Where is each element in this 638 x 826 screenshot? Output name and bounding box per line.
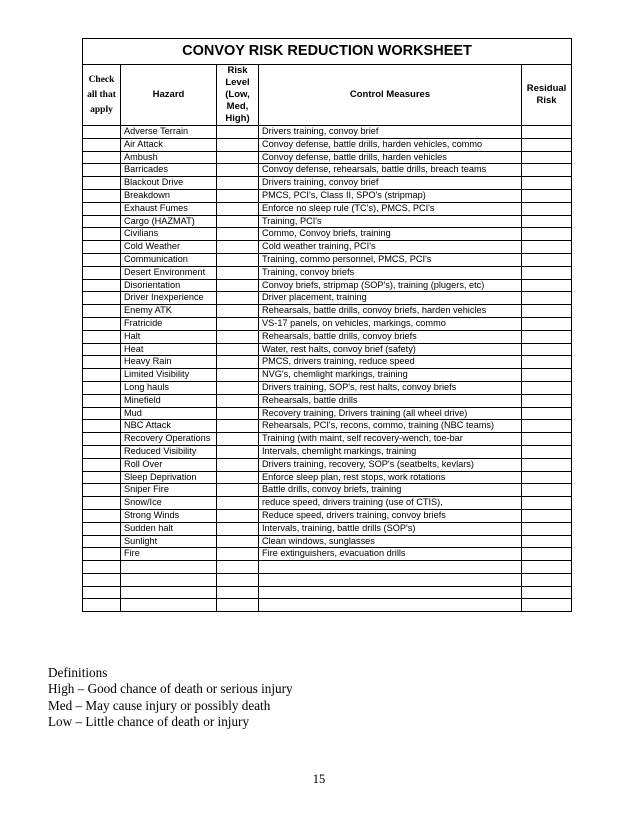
header-check: Check all that apply — [83, 65, 121, 126]
residual-risk-cell[interactable] — [522, 573, 572, 586]
control-measures-cell: PMCS, drivers training, reduce speed — [259, 356, 522, 369]
risk-level-cell[interactable] — [217, 253, 259, 266]
risk-level-cell[interactable] — [217, 509, 259, 522]
check-cell[interactable] — [83, 407, 121, 420]
table-row — [83, 394, 572, 407]
risk-level-cell[interactable] — [217, 202, 259, 215]
control-measures-cell — [259, 599, 522, 612]
table-row — [83, 407, 572, 420]
check-cell[interactable] — [83, 458, 121, 471]
control-measures-cell: PMCS, PCI's, Class II, SPO's (stripmap) — [259, 189, 522, 202]
check-cell[interactable] — [83, 497, 121, 510]
check-cell[interactable] — [83, 548, 121, 561]
control-measures-cell: Training (with maint, self recovery-wench, toe-bar — [259, 433, 522, 446]
control-measures-cell — [259, 586, 522, 599]
control-measures-cell: Drivers training, SOP's, rest halts, convoy briefs — [259, 381, 522, 394]
residual-risk-cell[interactable] — [522, 484, 572, 497]
check-cell[interactable] — [83, 215, 121, 228]
definition-low: Low – Little chance of death or injury — [48, 713, 250, 729]
hazard-cell: Halt — [121, 330, 217, 343]
check-cell[interactable] — [83, 343, 121, 356]
control-measures-cell: Convoy briefs, stripmap (SOP's), training (plugers, etc) — [259, 279, 522, 292]
table-row — [83, 138, 572, 151]
table-row — [83, 202, 572, 215]
risk-level-cell[interactable] — [217, 484, 259, 497]
control-measures-cell: Intervals, chemlight markings, training — [259, 445, 522, 458]
risk-worksheet-table — [82, 38, 572, 612]
hazard-cell: Heavy Rain — [121, 356, 217, 369]
hazard-cell: Sunlight — [121, 535, 217, 548]
hazard-cell: Strong Winds — [121, 509, 217, 522]
header-row — [83, 65, 572, 126]
hazard-cell: Long hauls — [121, 381, 217, 394]
check-cell[interactable] — [83, 317, 121, 330]
definitions-heading: Definitions — [48, 665, 108, 680]
risk-level-cell[interactable] — [217, 407, 259, 420]
table-row — [83, 228, 572, 241]
control-measures-cell — [259, 573, 522, 586]
control-measures-cell: Reduce speed, drivers training, convoy briefs — [259, 509, 522, 522]
risk-level-cell[interactable] — [217, 369, 259, 382]
table-row — [83, 599, 572, 612]
definition-med: Med – May cause injury or possibly death — [48, 697, 271, 713]
page-number: 15 — [312, 772, 326, 786]
table-row — [83, 292, 572, 305]
hazard-cell: Breakdown — [121, 189, 217, 202]
table-row — [83, 164, 572, 177]
control-measures-cell: Training, PCI's — [259, 215, 522, 228]
risk-level-cell[interactable] — [217, 420, 259, 433]
residual-risk-cell[interactable] — [522, 599, 572, 612]
hazard-cell: Disorientation — [121, 279, 217, 292]
hazard-cell: Fratricide — [121, 317, 217, 330]
table-row — [83, 266, 572, 279]
hazard-cell — [121, 573, 217, 586]
check-cell[interactable] — [83, 164, 121, 177]
residual-risk-cell[interactable] — [522, 189, 572, 202]
residual-risk-cell[interactable] — [522, 394, 572, 407]
hazard-cell: Communication — [121, 253, 217, 266]
control-measures-cell: Drivers training, convoy brief — [259, 126, 522, 139]
table-row — [83, 471, 572, 484]
table-row — [83, 561, 572, 574]
table-row — [83, 458, 572, 471]
control-measures-cell: Training, commo personnel, PMCS, PCI's — [259, 253, 522, 266]
check-cell[interactable] — [83, 535, 121, 548]
check-cell[interactable] — [83, 573, 121, 586]
table-row — [83, 279, 572, 292]
residual-risk-cell[interactable] — [522, 343, 572, 356]
control-measures-cell: Convoy defense, battle drills, harden vehicles, commo — [259, 138, 522, 151]
risk-level-cell[interactable] — [217, 189, 259, 202]
control-measures-cell: Rehearsals, battle drills, convoy briefs — [259, 330, 522, 343]
table-row — [83, 535, 572, 548]
table-row — [83, 305, 572, 318]
worksheet-title: CONVOY RISK REDUCTION WORKSHEET — [83, 39, 572, 65]
check-cell[interactable] — [83, 189, 121, 202]
table-row — [83, 522, 572, 535]
residual-risk-cell[interactable] — [522, 305, 572, 318]
residual-risk-cell[interactable] — [522, 535, 572, 548]
residual-risk-cell[interactable] — [522, 561, 572, 574]
control-measures-cell: Rehearsals, battle drills, convoy briefs, harden vehicles — [259, 305, 522, 318]
table-row — [83, 369, 572, 382]
control-measures-cell — [259, 561, 522, 574]
control-measures-cell: Convoy defense, rehearsals, battle drills, breach teams — [259, 164, 522, 177]
control-measures-cell: Enforce no sleep rule (TC's), PMCS, PCI's — [259, 202, 522, 215]
table-row — [83, 484, 572, 497]
table-row — [83, 151, 572, 164]
check-cell[interactable] — [83, 202, 121, 215]
check-cell[interactable] — [83, 266, 121, 279]
residual-risk-cell[interactable] — [522, 445, 572, 458]
hazard-cell: Minefield — [121, 394, 217, 407]
table-row — [83, 586, 572, 599]
definitions-section — [48, 665, 293, 730]
check-cell[interactable] — [83, 138, 121, 151]
hazard-cell: Exhaust Fumes — [121, 202, 217, 215]
hazard-cell: Ambush — [121, 151, 217, 164]
control-measures-cell: Drivers training, convoy brief — [259, 177, 522, 190]
check-cell[interactable] — [83, 241, 121, 254]
residual-risk-cell[interactable] — [522, 522, 572, 535]
table-row — [83, 433, 572, 446]
residual-risk-cell[interactable] — [522, 279, 572, 292]
control-measures-cell: Drivers training, recovery, SOP's (seatbelts, kevlars) — [259, 458, 522, 471]
risk-level-cell[interactable] — [217, 356, 259, 369]
control-measures-cell: Rehearsals, battle drills — [259, 394, 522, 407]
residual-risk-cell[interactable] — [522, 177, 572, 190]
residual-risk-cell[interactable] — [522, 215, 572, 228]
table-row — [83, 497, 572, 510]
hazard-cell: Enemy ATK — [121, 305, 217, 318]
header-residual-risk: Residual Risk — [522, 65, 572, 126]
residual-risk-cell[interactable] — [522, 497, 572, 510]
table-row — [83, 241, 572, 254]
risk-level-cell[interactable] — [217, 126, 259, 139]
hazard-cell — [121, 586, 217, 599]
risk-level-cell[interactable] — [217, 215, 259, 228]
check-cell[interactable] — [83, 445, 121, 458]
risk-level-cell[interactable] — [217, 535, 259, 548]
hazard-cell: Sniper Fire — [121, 484, 217, 497]
residual-risk-cell[interactable] — [522, 138, 572, 151]
table-row — [83, 343, 572, 356]
risk-level-cell[interactable] — [217, 548, 259, 561]
table-row — [83, 215, 572, 228]
check-cell[interactable] — [83, 420, 121, 433]
residual-risk-cell[interactable] — [522, 253, 572, 266]
check-cell[interactable] — [83, 433, 121, 446]
residual-risk-cell[interactable] — [522, 369, 572, 382]
header-control-measures: Control Measures — [259, 65, 522, 126]
hazard-cell: Reduced Visibility — [121, 445, 217, 458]
hazard-cell: Sleep Deprivation — [121, 471, 217, 484]
hazard-cell: Roll Over — [121, 458, 217, 471]
risk-level-cell[interactable] — [217, 138, 259, 151]
hazard-cell: Civilians — [121, 228, 217, 241]
hazard-cell: NBC Attack — [121, 420, 217, 433]
residual-risk-cell[interactable] — [522, 164, 572, 177]
check-cell[interactable] — [83, 253, 121, 266]
hazard-cell — [121, 561, 217, 574]
risk-level-cell[interactable] — [217, 292, 259, 305]
risk-level-cell[interactable] — [217, 266, 259, 279]
check-cell[interactable] — [83, 471, 121, 484]
residual-risk-cell[interactable] — [522, 458, 572, 471]
table-row — [83, 381, 572, 394]
residual-risk-cell[interactable] — [522, 228, 572, 241]
table-row — [83, 330, 572, 343]
table-row — [83, 126, 572, 139]
control-measures-cell: Intervals, training, battle drills (SOP's) — [259, 522, 522, 535]
hazard-cell: Cargo (HAZMAT) — [121, 215, 217, 228]
residual-risk-cell[interactable] — [522, 266, 572, 279]
control-measures-cell: Convoy defense, battle drills, harden vehicles — [259, 151, 522, 164]
residual-risk-cell[interactable] — [522, 407, 572, 420]
table-row — [83, 253, 572, 266]
residual-risk-cell[interactable] — [522, 433, 572, 446]
check-cell[interactable] — [83, 509, 121, 522]
control-measures-cell: Driver placement, training — [259, 292, 522, 305]
control-measures-cell: Water, rest halts, convoy brief (safety) — [259, 343, 522, 356]
risk-level-cell[interactable] — [217, 241, 259, 254]
check-cell[interactable] — [83, 561, 121, 574]
check-cell[interactable] — [83, 305, 121, 318]
worksheet-body — [83, 39, 572, 612]
risk-level-cell[interactable] — [217, 151, 259, 164]
risk-level-cell[interactable] — [217, 561, 259, 574]
check-cell[interactable] — [83, 522, 121, 535]
control-measures-cell: Cold weather training, PCI's — [259, 241, 522, 254]
residual-risk-cell[interactable] — [522, 202, 572, 215]
risk-level-cell[interactable] — [217, 586, 259, 599]
control-measures-cell: Fire extinguishers, evacuation drills — [259, 548, 522, 561]
hazard-cell: Cold Weather — [121, 241, 217, 254]
residual-risk-cell[interactable] — [522, 317, 572, 330]
check-cell[interactable] — [83, 394, 121, 407]
hazard-cell: Driver Inexperience — [121, 292, 217, 305]
table-row — [83, 573, 572, 586]
risk-level-cell[interactable] — [217, 522, 259, 535]
table-row — [83, 445, 572, 458]
residual-risk-cell[interactable] — [522, 356, 572, 369]
control-measures-cell: Training, convoy briefs — [259, 266, 522, 279]
table-row — [83, 317, 572, 330]
hazard-cell: Sudden halt — [121, 522, 217, 535]
check-cell[interactable] — [83, 228, 121, 241]
control-measures-cell: VS-17 panels, on vehicles, markings, commo — [259, 317, 522, 330]
definition-high: High – Good chance of death or serious injury — [48, 681, 293, 697]
risk-level-cell[interactable] — [217, 343, 259, 356]
check-cell[interactable] — [83, 177, 121, 190]
check-cell[interactable] — [83, 279, 121, 292]
hazard-cell: Air Attack — [121, 138, 217, 151]
hazard-cell: Mud — [121, 407, 217, 420]
check-cell[interactable] — [83, 381, 121, 394]
residual-risk-cell[interactable] — [522, 241, 572, 254]
hazard-cell: Desert Environment — [121, 266, 217, 279]
risk-level-cell[interactable] — [217, 330, 259, 343]
risk-level-cell[interactable] — [217, 228, 259, 241]
risk-level-cell[interactable] — [217, 381, 259, 394]
residual-risk-cell[interactable] — [522, 586, 572, 599]
residual-risk-cell[interactable] — [522, 420, 572, 433]
check-cell[interactable] — [83, 356, 121, 369]
residual-risk-cell[interactable] — [522, 471, 572, 484]
table-row — [83, 189, 572, 202]
residual-risk-cell[interactable] — [522, 548, 572, 561]
hazard-cell: Adverse Terrain — [121, 126, 217, 139]
risk-level-cell[interactable] — [217, 394, 259, 407]
header-risk-level: Risk Level (Low, Med, High) — [217, 65, 259, 126]
hazard-cell: Heat — [121, 343, 217, 356]
residual-risk-cell[interactable] — [522, 126, 572, 139]
check-cell[interactable] — [83, 369, 121, 382]
hazard-cell: Blackout Drive — [121, 177, 217, 190]
table-row — [83, 509, 572, 522]
control-measures-cell: Enforce sleep plan, rest stops, work rotations — [259, 471, 522, 484]
risk-level-cell[interactable] — [217, 573, 259, 586]
control-measures-cell: Clean windows, sunglasses — [259, 535, 522, 548]
risk-level-cell[interactable] — [217, 445, 259, 458]
check-cell[interactable] — [83, 586, 121, 599]
residual-risk-cell[interactable] — [522, 509, 572, 522]
risk-level-cell[interactable] — [217, 497, 259, 510]
table-row — [83, 356, 572, 369]
control-measures-cell: NVG's, chemlight markings, training — [259, 369, 522, 382]
risk-level-cell[interactable] — [217, 279, 259, 292]
risk-level-cell[interactable] — [217, 458, 259, 471]
hazard-cell: Recovery Operations — [121, 433, 217, 446]
hazard-cell: Snow/Ice — [121, 497, 217, 510]
risk-level-cell[interactable] — [217, 164, 259, 177]
hazard-cell: Fire — [121, 548, 217, 561]
check-cell[interactable] — [83, 599, 121, 612]
residual-risk-cell[interactable] — [522, 381, 572, 394]
risk-level-cell[interactable] — [217, 471, 259, 484]
table-row — [83, 420, 572, 433]
check-cell[interactable] — [83, 330, 121, 343]
risk-level-cell[interactable] — [217, 177, 259, 190]
risk-level-cell[interactable] — [217, 599, 259, 612]
check-cell[interactable] — [83, 292, 121, 305]
table-row — [83, 177, 572, 190]
control-measures-cell: Rehearsals, PCI's, recons, commo, training (NBC teams) — [259, 420, 522, 433]
check-cell[interactable] — [83, 126, 121, 139]
residual-risk-cell[interactable] — [522, 151, 572, 164]
residual-risk-cell[interactable] — [522, 330, 572, 343]
control-measures-cell: reduce speed, drivers training (use of CTIS), — [259, 497, 522, 510]
risk-level-cell[interactable] — [217, 317, 259, 330]
hazard-cell — [121, 599, 217, 612]
hazard-cell: Barricades — [121, 164, 217, 177]
residual-risk-cell[interactable] — [522, 292, 572, 305]
header-hazard: Hazard — [121, 65, 217, 126]
control-measures-cell: Recovery training, Drivers training (all wheel drive) — [259, 407, 522, 420]
control-measures-cell: Commo, Convoy briefs, training — [259, 228, 522, 241]
risk-level-cell[interactable] — [217, 433, 259, 446]
check-cell[interactable] — [83, 484, 121, 497]
check-cell[interactable] — [83, 151, 121, 164]
hazard-cell: Limited Visibility — [121, 369, 217, 382]
risk-level-cell[interactable] — [217, 305, 259, 318]
control-measures-cell: Battle drills, convoy briefs, training — [259, 484, 522, 497]
table-row — [83, 548, 572, 561]
